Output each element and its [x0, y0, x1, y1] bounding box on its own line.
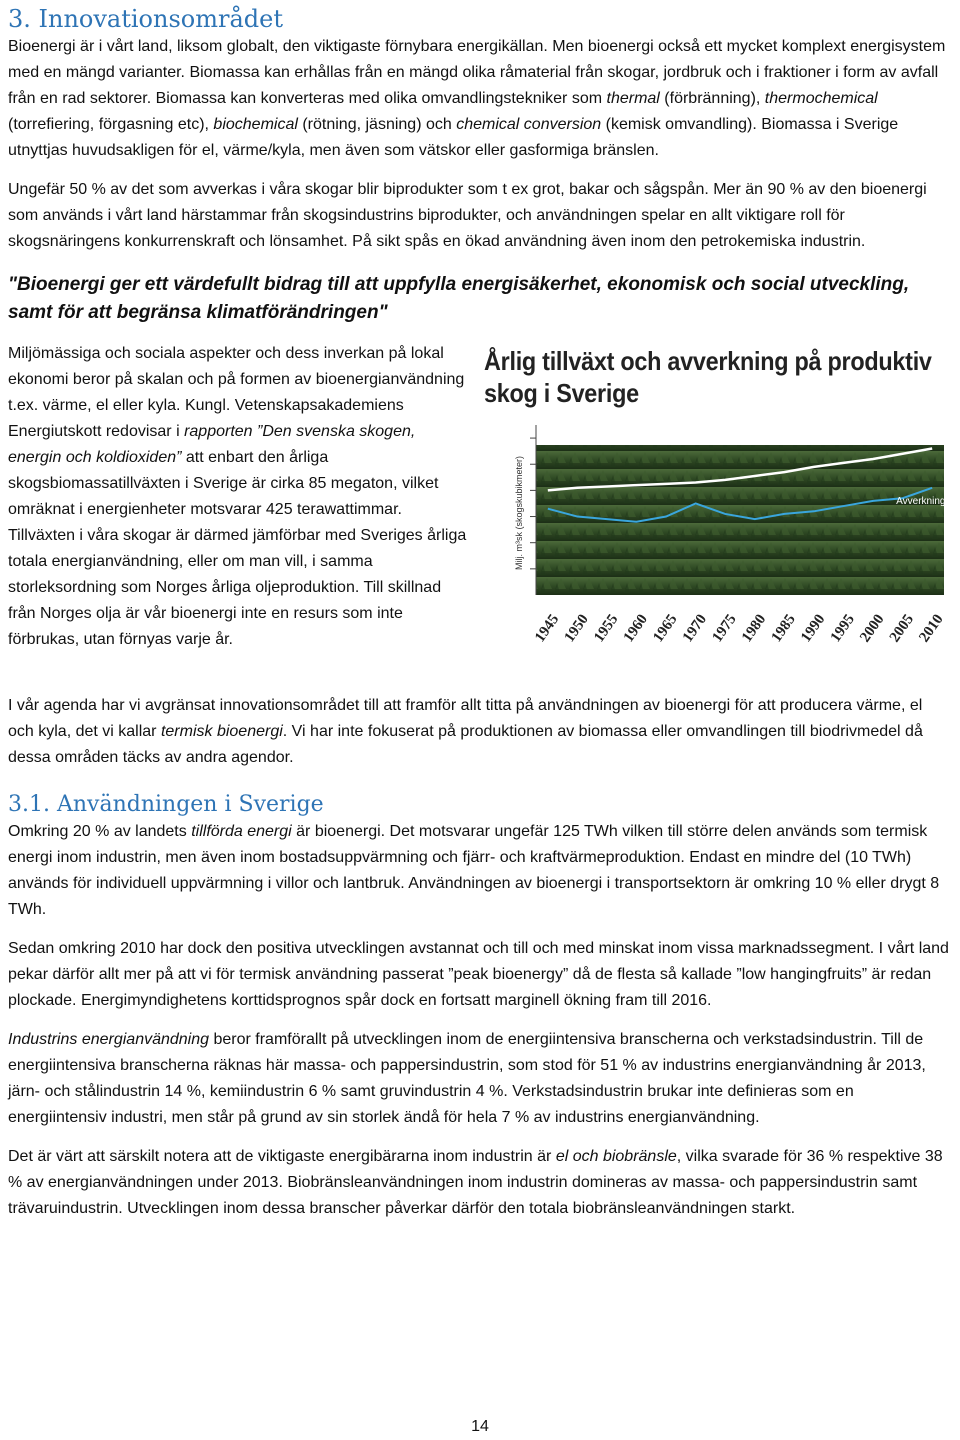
text-run: Omkring 20 % av landets [8, 823, 192, 840]
text-run: Det är värt att särskilt notera att de viktigaste energibärarna inom industrin är [8, 1148, 556, 1165]
subsection-paragraph-1 [8, 819, 952, 923]
x-tick-label: 2010 [916, 611, 947, 646]
series-label-avverkning: Avverkning [896, 495, 946, 507]
section-paragraph-3 [8, 341, 468, 653]
x-tick-label: 1960 [620, 611, 652, 646]
x-tick-label: 1965 [650, 611, 681, 646]
italic-text: biochemical [213, 116, 298, 133]
italic-text: thermochemical [764, 90, 878, 107]
x-tick-label: 1970 [679, 611, 711, 646]
x-tick-label: 1985 [768, 611, 799, 646]
subsection-paragraph-3 [8, 1027, 952, 1131]
italic-text: rapporten ”Den svenska skogen, energin och koldioxiden” [8, 423, 416, 466]
x-tick-label: 2005 [886, 611, 918, 646]
subsection-paragraph-2: Sedan omkring 2010 har dock den positiva utvecklingen avstannat och till och med minskat inom vissa marknadssegment. I vårt land pekar därför allt mer på att vi för termisk användning passerat ”peak bioenergy” då de flesta så kallade ”low hangingfruits” är redan plockade. Energimyndighetens korttidsprognos spår dock en fortsatt marginell ökning fram till 2016. [8, 940, 949, 1009]
pull-quote: "Bioenergi ger ett värdefullt bidrag till att uppfylla energisäkerhet, ekonomisk och social utveckling, samt för att begränsa klimatförändringen" [8, 274, 910, 323]
y-axis-label: Milj. m³sk (skogskubikmeter) [514, 455, 524, 570]
x-tick-label: 1975 [709, 611, 740, 646]
forest-growth-chart [484, 415, 954, 675]
forest-chart-figure [484, 341, 954, 680]
x-tick-label: 1945 [531, 611, 563, 646]
section-paragraph-2: Ungefär 50 % av det som avverkas i våra skogar blir biprodukter som t ex grot, bakar och sågspån. Mer än 90 % av den bioenergi som används i vårt land härstammar från skogsindustrins biprodukter, och användningen spelar en allt viktigare roll för skogsnäringens konkurrenskraft och lönsamhet. På sikt spås en ökad användning även inom den petrokemiska industrin. [8, 181, 927, 250]
page-number: 14 [471, 1418, 489, 1435]
x-tick-label: 1955 [591, 611, 622, 646]
text-run: , vilka svarade för 36 % respektive 38 % av energianvändningen under 2013. Biobränsleanvändningen inom industrin domineras av massa- och pappersindustrin samt trävaruindustrin. Utvecklingen inom dessa branscher påverkar därför den totala biobränsleanvändningen starkt. [8, 1148, 943, 1217]
text-and-figure [8, 341, 952, 680]
x-tick-label: 1990 [798, 611, 829, 646]
italic-text: termisk bioenergi [160, 723, 283, 740]
section-paragraph-1 [8, 34, 952, 164]
text-run: . Vi har inte fokuserat på produktionen av biomassa eller omvandlingen till biodrivmedel då dessa områden täcks av andra agendor. [8, 723, 923, 766]
section-heading: 3. Innovationsområdet [8, 5, 283, 33]
subsection-heading: 3.1. Användningen i Sverige [8, 792, 324, 817]
text-run: (torrefiering, förgasning etc), [8, 116, 214, 133]
text-run: (rötning, jäsning) och [297, 116, 457, 133]
text-run: (förbränning), [659, 90, 765, 107]
x-tick-label: 2000 [857, 611, 888, 646]
left-column [8, 341, 468, 680]
text-run: är bioenergi. Det motsvarar ungefär 125 TWh vilken till större delen används som termisk energi inom industrin, men även inom bostadsuppvärmning och fjärr- och kraftvärmeproduktion. Endast en mindre del (10 TWh) används för individuell uppvärmning i villor och lantbruk. Användningen av bioenergi i transportsektorn är omkring 10 % eller drygt 8 TWh. [8, 823, 940, 918]
italic-text: Industrins energianvändning [8, 1031, 210, 1048]
x-tick-label: 1980 [738, 611, 770, 646]
text-run: beror framförallt på utvecklingen inom de energiintensiva branscherna och verkstadsindustrin. Till de energiintensiva branscherna räknas här massa- och pappersindustrin, som stod för 51 % av industrins energianvändning år 2013, järn- och stålindustrin 14 %, kemiindustrin 6 % samt gruvindustrin 4 %. Verkstadsindustrin brukar inte definieras som en energiintensiv industri, men står på grund av sin storlek ändå för hela 7 % av industrins energianvändning. [8, 1031, 926, 1126]
italic-text: thermal [606, 90, 660, 107]
text-run: Miljömässiga och sociala aspekter och dess inverkan på lokal ekonomi beror på skalan och på formen av bioenergianvändning t.ex. värme, el eller kyla. Kungl. Vetenskapsakademiens Energiutskott redovisar i [8, 345, 465, 440]
italic-text: el och biobränsle [555, 1148, 677, 1165]
forest-photo-background [536, 445, 944, 595]
italic-text: tillförda energi [191, 823, 292, 840]
figure-title: Årlig tillväxt och avverkning på produktiv skog i Sverige [484, 346, 932, 408]
chart-plot-area [514, 425, 947, 645]
text-run: (kemisk omvandling). Biomassa i Sverige utnyttjas huvudsakligen för el, värme/kyla, men även som vätskor eller gasformiga bränslen. [8, 116, 899, 159]
italic-text: chemical conversion [456, 116, 602, 133]
series-label-tillväxt: Tillväxt [852, 428, 883, 440]
text-run: att enbart den årliga skogsbiomassatillväxten i Sverige är cirka 85 megaton, vilket omräknat i energienheter motsvarar 425 terawattimmar. Tillväxten i våra skogar är därmed jämförbar med Sveriges årliga totala energianvändning, eller om man vill, i samma storleksordning som Norges årliga oljeproduktion. Till skillnad från Norges olja är vår bioenergi inte en resurs som inte förbrukas, utan förnyas varje år. [8, 449, 467, 648]
text-run: Bioenergi är i vårt land, liksom globalt, den viktigaste förnybara energikällan. Men bioenergi också ett mycket komplext energisystem med en mängd varianter. Biomassa kan erhållas från en mängd olika råmaterial från skogar, jordbruk och i fraktioner i form av avfall från en rad sektorer. Biomassa kan konverteras med olika omvandlingstekniker som [8, 38, 946, 107]
section-paragraph-4 [8, 693, 952, 771]
text-run: I vår agenda har vi avgränsat innovationsområdet till att framför allt titta på användningen av bioenergi för att producera värme, el och kyla, det vi kallar [8, 697, 923, 740]
x-tick-label: 1950 [561, 611, 592, 646]
subsection-paragraph-4 [8, 1144, 952, 1222]
x-tick-label: 1995 [827, 611, 858, 646]
